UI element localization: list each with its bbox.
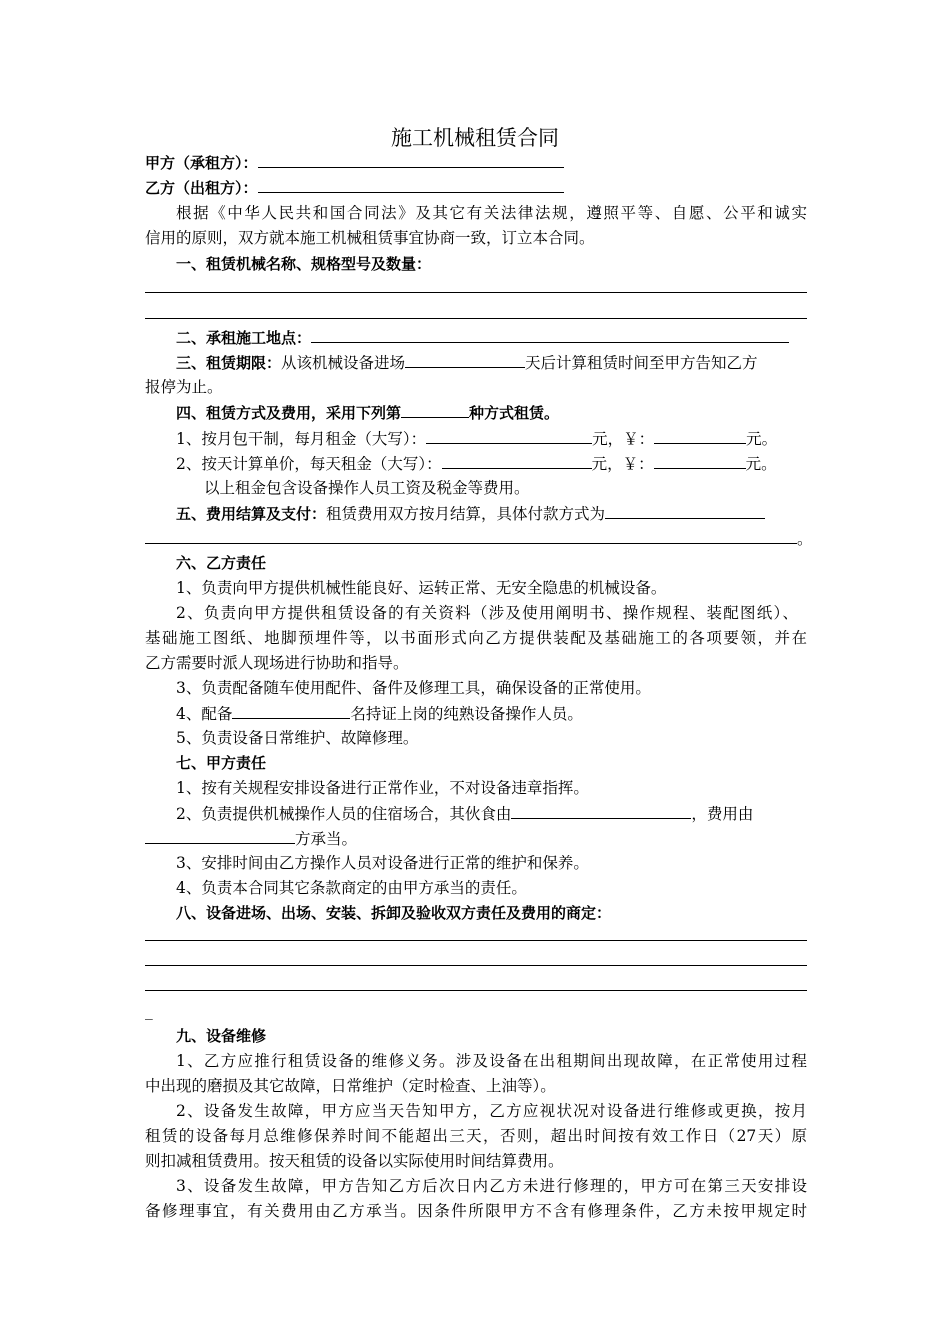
s7-item-2 [176,802,753,825]
site-location-blank[interactable] [311,326,789,343]
lease-method-blank[interactable] [401,401,469,418]
payment-method-blank-2[interactable] [145,543,797,544]
party-a-line [145,151,564,174]
s6-item-4-text-b: 名持证上岗的纯熟设备操作人员。 [350,705,583,723]
section-1-blank-2[interactable] [145,318,807,319]
s7-item-1: 1、按有关规程安排设备进行正常作业，不对设备违章指挥。 [176,779,589,797]
cost-bearer-blank[interactable] [145,827,295,844]
s7-item-2-text-b: ，费用由 [691,805,754,823]
daily-rent-line [176,452,777,475]
daily-rent-words-blank[interactable] [442,452,592,469]
monthly-rent-sep: 元，￥： [592,430,655,448]
intro-line-1: 根据《中华人民共和国合同法》及其它有关法律法规，遵照平等、自愿、公平和诚实 [176,204,807,222]
meals-provider-blank[interactable] [511,802,691,819]
section-8-tail: _ [145,1002,153,1020]
party-b-blank[interactable] [258,176,564,193]
section-5-end: 。 [797,530,813,548]
daily-rent-sep: 元，￥： [591,455,654,473]
section-5-line [176,502,765,525]
s9-item-1-line-2: 中出现的磨损及其它故障，日常维护（定时检查、上油等）。 [145,1077,556,1095]
section-2-heading: 二、承租施工地点： [176,329,312,347]
s9-item-2-line-2: 租赁的设备每月总维修保养时间不能超出三天，否则，超出时间按有效工作日（27天）原 [145,1127,807,1145]
section-7-heading: 七、甲方责任 [176,754,267,772]
s9-item-3-line-1: 3、设备发生故障，甲方告知乙方后次日内乙方未进行修理的，甲方可在第三天安排设 [176,1177,807,1195]
operator-count-blank[interactable] [232,702,350,719]
section-4-heading [176,401,559,424]
party-b-line [145,176,564,199]
section-4-text-b: 种方式租赁。 [469,404,560,422]
section-3-heading: 三、租赁期限： [176,354,282,372]
rent-note: 以上租金包含设备操作人员工资及税金等费用。 [204,479,530,497]
monthly-rent-end: 元。 [746,430,778,448]
monthly-rent-amount-blank[interactable] [654,427,746,444]
section-5-heading: 五、费用结算及支付： [176,505,327,523]
s6-item-3: 3、负责配备随车使用配件、备件及修理工具，确保设备的正常使用。 [176,679,651,697]
s6-item-4-text-a: 4、配备 [176,705,233,723]
section-4-text-a: 四、租赁方式及费用，采用下列第 [176,404,402,422]
s7-item-2-text-a: 2、负责提供机械操作人员的住宿场合，其伙食由 [176,805,512,823]
intro-line-2: 信用的原则，双方就本施工机械租赁事宜协商一致，订立本合同。 [145,229,595,247]
s6-item-4 [176,702,583,725]
section-5-text: 租赁费用双方按月结算，具体付款方式为 [326,505,606,523]
section-3-line-2: 报停为止。 [145,378,223,396]
monthly-rent-words-blank[interactable] [426,427,592,444]
party-b-label: 乙方（出租方）： [145,179,258,197]
section-6-heading: 六、乙方责任 [176,554,267,572]
daily-rent-end: 元。 [745,455,777,473]
s7-item-2-line-2 [145,827,357,850]
payment-method-blank[interactable] [605,502,765,519]
s6-item-2-line-2: 基础施工图纸、地脚预埋件等，以书面形式向乙方提供装配及基础施工的各项要领，并在 [145,629,807,647]
s7-item-4: 4、负责本合同其它条款商定的由甲方承当的责任。 [176,879,527,897]
s6-item-5: 5、负责设备日常维护、故障修理。 [176,729,419,747]
section-1-heading: 一、租赁机械名称、规格型号及数量： [176,255,432,273]
party-a-label: 甲方（承租方）： [145,154,258,172]
s9-item-2-line-3: 则扣减租赁费用。按天租赁的设备以实际使用时间结算费用。 [145,1152,564,1170]
s9-item-1-line-1: 1、乙方应推行租赁设备的维修义务。涉及设备在出租期间出现故障，在正常使用过程 [176,1052,807,1070]
entry-days-blank[interactable] [405,351,525,368]
s7-item-2-text-c: 方承当。 [295,830,358,848]
monthly-rent-line [176,427,777,450]
page-title: 施工机械租赁合同 [391,126,559,150]
s6-item-1: 1、负责向甲方提供机械性能良好、运转正常、无安全隐患的机械设备。 [176,579,667,597]
section-8-blank-2[interactable] [145,965,807,966]
s6-item-2-line-1: 2、负责向甲方提供租赁设备的有关资料（涉及使用阐明书、操作规程、装配图纸）、 [176,604,798,622]
section-3-text-a: 从该机械设备进场 [281,354,406,372]
s9-item-3-line-2: 备修理事宜，有关费用由乙方承当。因条件所限甲方不含有修理条件，乙方未按甲规定时 [145,1202,807,1220]
s6-item-2-line-3: 乙方需要时派人现场进行协助和指导。 [145,654,409,672]
section-9-heading: 九、设备维修 [176,1027,267,1045]
section-3-line [176,351,758,374]
s7-item-3: 3、安排时间由乙方操作人员对设备进行正常的维护和保养。 [176,854,589,872]
s9-item-2-line-1: 2、设备发生故障，甲方应当天告知甲方，乙方应视状况对设备进行维修或更换，按月 [176,1102,807,1120]
section-8-heading: 八、设备进场、出场、安装、拆卸及验收双方责任及费用的商定： [176,904,612,922]
daily-rent-amount-blank[interactable] [654,452,746,469]
section-8-blank-3[interactable] [145,990,807,991]
party-a-blank[interactable] [258,151,564,168]
section-2-line [176,326,789,349]
monthly-rent-label: 1、按月包干制，每月租金（大写）： [176,430,427,448]
section-3-text-b: 天后计算租赁时间至甲方告知乙方 [525,354,758,372]
daily-rent-label: 2、按天计算单价，每天租金（大写）： [176,455,442,473]
section-8-blank-1[interactable] [145,940,807,941]
section-1-blank-1[interactable] [145,292,807,293]
